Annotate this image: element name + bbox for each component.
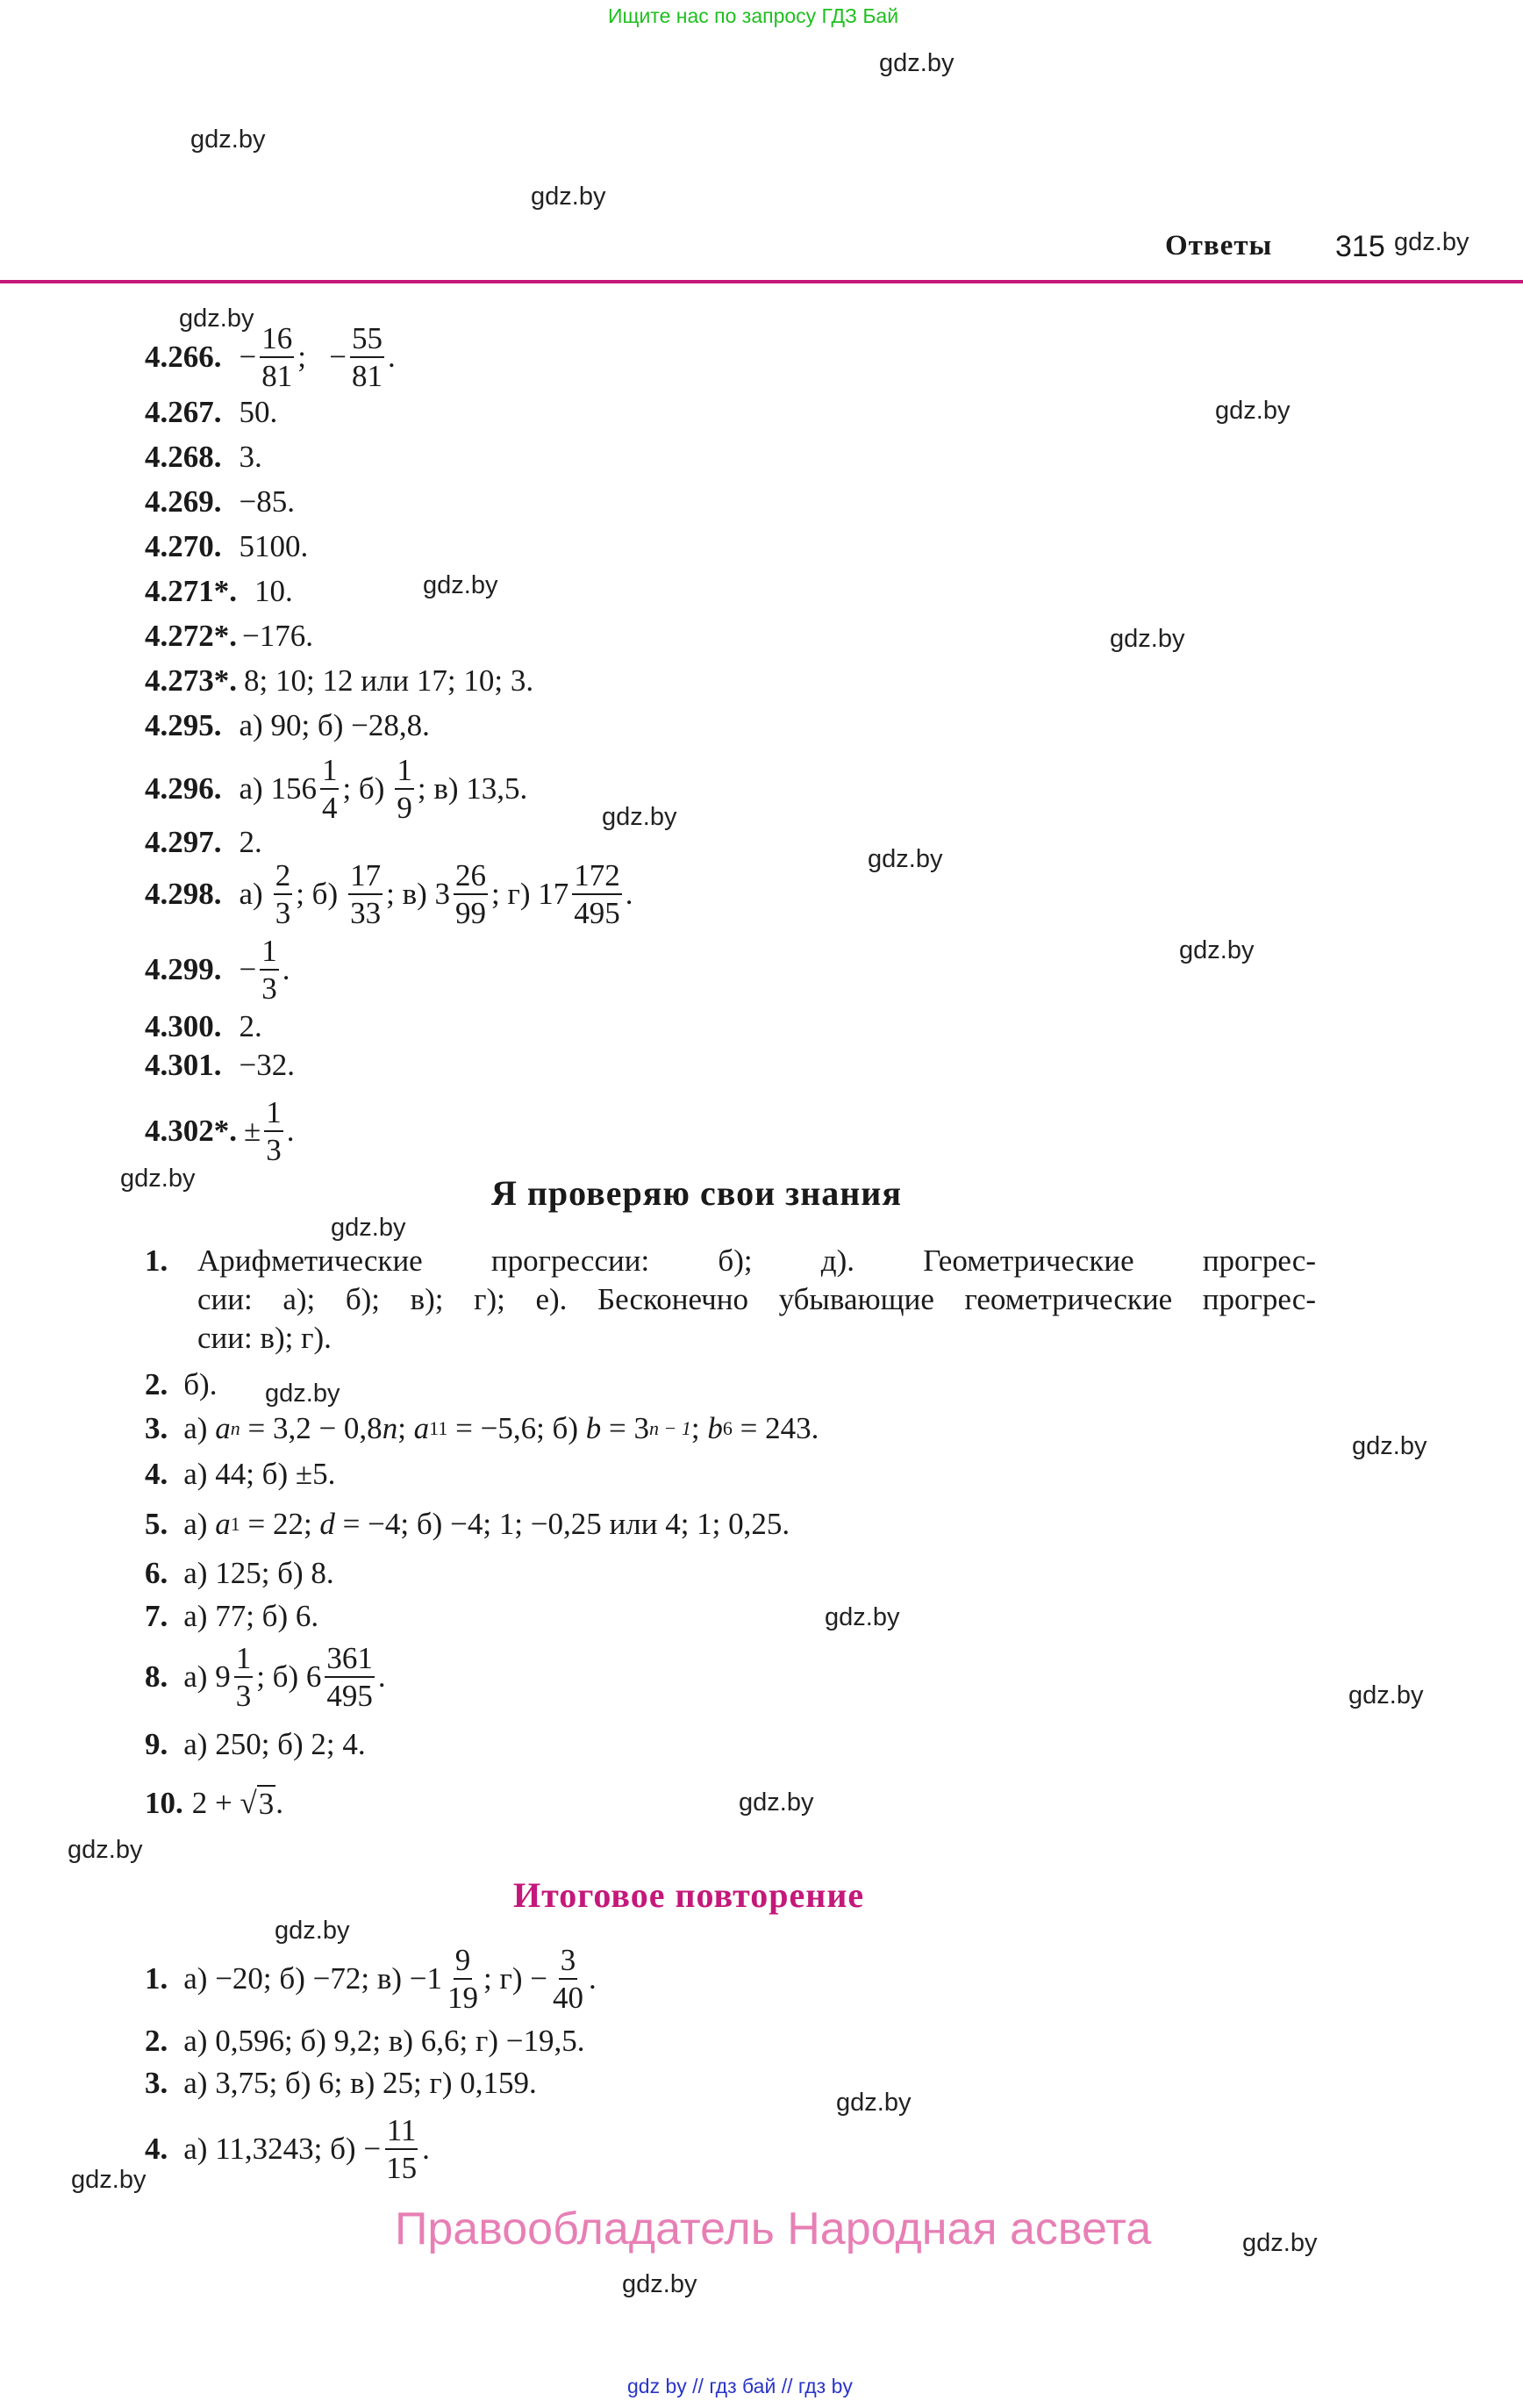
watermark: gdz.by (739, 1788, 814, 1817)
answer-line: 3. а) 3,75; б) 6; в) 25; г) 0,159. (145, 2066, 537, 2100)
watermark: gdz.by (1352, 1432, 1427, 1460)
watermark: gdz.by (1394, 228, 1469, 256)
square-root: 3 (258, 1787, 275, 1821)
watermark: gdz.by (179, 305, 254, 333)
watermark: gdz.by (275, 1917, 350, 1945)
answer-number: 4.266. (145, 340, 222, 374)
answer-number: 4.299. (145, 952, 222, 986)
answer-line: 3. а) a n = 3,2 − 0,8 n ; a 11 = −5,6; б) b = 3 n − 1 ; b 6 = 243. (145, 1411, 819, 1445)
section-title: Итоговое повторение (513, 1875, 865, 1915)
copyright-footer: Правообладатель Народная асвета (395, 2204, 1152, 2254)
watermark: gdz.by (265, 1380, 340, 1408)
answer-number: 4.296. (145, 771, 222, 806)
answer-number: 4.271*. (145, 574, 237, 608)
answer-line: 4.298. а) $\frac{2}{3}$ ; б) $\frac{17}{33}$ ; в) 3 $\frac{26}{99}$ ; г) 17 $\frac{172}{495}$ . (145, 858, 633, 930)
answer-line: 5. а) a 1 = 22; d = −4; б) −4; 1; −0,25 или 4; 1; 0,25. (145, 1507, 790, 1541)
answer-line: 4.302*. ± $\frac{1}{3}$ . (145, 1095, 295, 1167)
watermark: gdz.by (1179, 936, 1255, 964)
answer-line: 4. а) 44; б) ±5. (145, 1457, 336, 1491)
section-title: Я проверяю свои знания (491, 1173, 902, 1213)
fraction: $\frac{361}{495}$ (326, 1641, 373, 1713)
answer-number: 4.301. (145, 1048, 222, 1082)
question-number: 10. (145, 1786, 183, 1820)
answer-line: 4. а) 11,3243; б) − $\frac{11}{15}$ . (145, 2113, 430, 2185)
header-title: Ответы (1165, 230, 1273, 262)
watermark: gdz.by (622, 2270, 697, 2298)
watermark: gdz.by (602, 803, 677, 831)
answer-line: 4.267. 50. (145, 395, 278, 429)
question-number: 4. (145, 1457, 168, 1491)
fraction: $\frac{1}{9}$ (397, 753, 412, 825)
fraction: $\frac{17}{33}$ (350, 858, 382, 930)
fraction: $\frac{1}{3}$ (261, 934, 277, 1006)
answer-line: 4.268. 3. (145, 440, 262, 474)
answer-number: 4.300. (145, 1009, 222, 1043)
answer-number: 4.297. (145, 825, 222, 859)
answer-line: 4.270. 5100. (145, 529, 309, 563)
question-number: 2. (145, 1367, 168, 1401)
watermark: gdz.by (71, 2166, 147, 2194)
answer-text: сии: в); г). (197, 1321, 332, 1355)
fraction: $\frac{26}{99}$ (455, 858, 487, 930)
fraction: $\frac{1}{4}$ (321, 753, 338, 825)
question-number: 7. (145, 1599, 168, 1633)
answer-line: 4.300. 2. (145, 1009, 262, 1043)
answer-line: 4.299. − $\frac{1}{3}$ . (145, 934, 290, 1006)
watermark: gdz.by (1348, 1681, 1424, 1709)
header-rule (0, 280, 1523, 283)
watermark: gdz.by (190, 125, 266, 154)
answer-number: 4.298. (145, 877, 222, 911)
watermark: gdz.by (120, 1165, 196, 1193)
top-banner[interactable]: Ищите нас по запросу ГДЗ Бай (608, 4, 899, 27)
answer-line: 4.269. −85. (145, 484, 295, 519)
answer-text: сии: а); б); в); г); е). Бесконечно убывающие геометрические прогрес- (197, 1282, 1316, 1316)
answer-number: 4.302*. (145, 1114, 237, 1148)
answer-line: 4.296. а) 156 $\frac{1}{4}$ ; б) $\frac{1}{9}$ ; в) 13,5. (145, 753, 528, 825)
answer-number: 4.269. (145, 484, 222, 519)
answer-line: 7. а) 77; б) 6. (145, 1599, 319, 1633)
fraction: $\frac{2}{3}$ (275, 858, 291, 930)
question-number: 6. (145, 1556, 168, 1590)
question-number: 8. (145, 1659, 168, 1694)
question-number: 3. (145, 1411, 168, 1445)
fraction: $\frac{3}{40}$ (552, 1943, 583, 2015)
question-number: 4. (145, 2132, 168, 2166)
answer-line: 4.295. а) 90; б) −28,8. (145, 708, 430, 742)
answer-number: 4.295. (145, 708, 222, 742)
watermark: gdz.by (331, 1214, 406, 1242)
watermark: gdz.by (1242, 2229, 1318, 2257)
answer-number: 4.273*. (145, 663, 237, 698)
fraction: $\frac{172}{495}$ (574, 858, 620, 930)
watermark: gdz.by (423, 571, 498, 599)
page-number: 315 (1335, 230, 1385, 263)
question-number: 9. (145, 1727, 168, 1761)
question-number: 1. (145, 1961, 168, 1996)
watermark: gdz.by (836, 2089, 912, 2117)
question-number: 3. (145, 2066, 168, 2100)
fraction: $\frac{16}{81}$ (261, 321, 293, 393)
answer-line: 10. 2 + √ 3 . (145, 1786, 283, 1821)
watermark: gdz.by (825, 1603, 900, 1631)
watermark: gdz.by (531, 183, 606, 211)
bottom-banner[interactable]: gdz by // гдз бай // гдз by (627, 2375, 853, 2397)
answer-number: 4.268. (145, 440, 222, 474)
answer-line: 4.273*. 8; 10; 12 или 17; 10; 3. (145, 663, 534, 698)
answer-line: 4.266. − $\frac{16}{81}$ ; − $\frac{55}{81}$ . (145, 321, 396, 393)
fraction: $\frac{9}{19}$ (447, 1943, 478, 2015)
answer-line: 1. а) −20; б) −72; в) −1 $\frac{9}{19}$ ; г) − $\frac{3}{40}$ . (145, 1943, 597, 2015)
answer-line: 4.272*. −176. (145, 619, 313, 653)
answer-line: 8. а) 9 $\frac{1}{3}$ ; б) 6 $\frac{361}{495}$ . (145, 1641, 386, 1713)
answer-line: 4.271*. 10. (145, 574, 293, 608)
watermark: gdz.by (1215, 397, 1291, 425)
question-number: 1. (145, 1243, 168, 1278)
answer-line: 2. а) 0,596; б) 9,2; в) 6,6; г) −19,5. (145, 2024, 585, 2058)
fraction: $\frac{55}{81}$ (351, 321, 383, 393)
answer-line: 4.301. −32. (145, 1048, 295, 1082)
answer-line: 6. а) 125; б) 8. (145, 1556, 334, 1590)
answer-number: 4.272*. (145, 619, 237, 653)
question-number: 5. (145, 1507, 168, 1541)
answer-line: 9. а) 250; б) 2; 4. (145, 1727, 366, 1761)
answer-number: 4.267. (145, 395, 222, 429)
question-number: 2. (145, 2024, 168, 2058)
watermark: gdz.by (868, 845, 943, 873)
watermark: gdz.by (879, 49, 955, 77)
fraction: $\frac{1}{3}$ (266, 1095, 282, 1167)
fraction: $\frac{11}{15}$ (386, 2113, 418, 2185)
answer-line: 2. б). (145, 1367, 218, 1401)
answer-text: Арифметические прогрессии: б); д). Геометрические прогрес- (197, 1243, 1316, 1278)
fraction: $\frac{1}{3}$ (235, 1641, 252, 1713)
answer-number: 4.270. (145, 529, 222, 563)
watermark: gdz.by (68, 1836, 143, 1864)
answer-line: 4.297. 2. (145, 825, 262, 859)
watermark: gdz.by (1110, 625, 1185, 653)
